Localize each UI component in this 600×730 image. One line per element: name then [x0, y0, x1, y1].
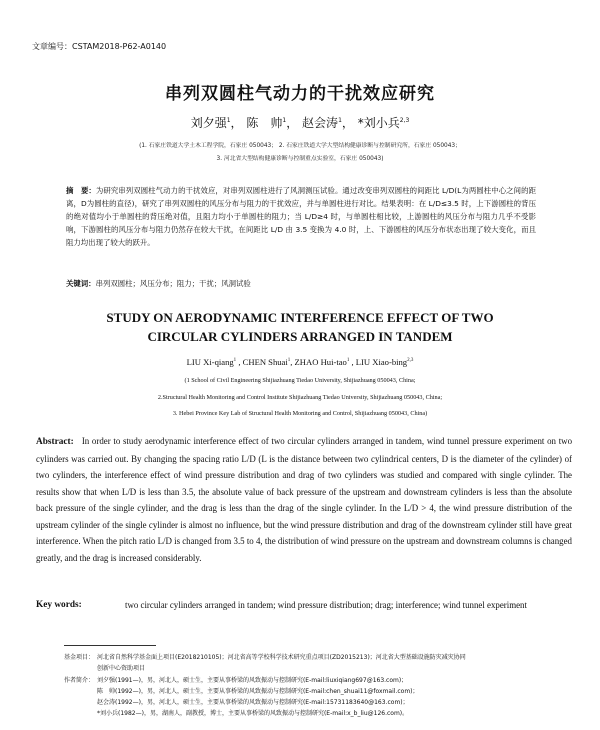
bio-label: 作者简介： — [64, 677, 95, 684]
english-abstract-label: Abstract: — [36, 437, 74, 447]
chinese-keywords-text: 串列双圆柱；风压分布；阻力；干扰；风洞试验 — [95, 279, 251, 288]
fund-text: 河北省自然科学基金面上项目(E2018210105)；河北省高等学校科学技术研究重点项目(ZD2015213)；河北省大型基础设施防灾减灾协同 — [97, 654, 466, 661]
en-author-name: ZHAO Hui-tao — [294, 357, 347, 367]
chinese-affiliation-line: (1. 石家庄铁道大学土木工程学院，石家庄 050043； 2. 石家庄铁道大学大型结构健康诊断与控制研究所，石家庄 050043； — [139, 143, 461, 149]
english-abstract — [36, 433, 572, 566]
cn-author-sup: 1 — [282, 117, 287, 124]
en-author-sup: 1 — [233, 358, 237, 364]
chinese-authors: 刘夕强$^1$， 陈 帅$^1$， 赵会涛$^1$， *刘小兵$^{2,3}$ — [190, 116, 410, 130]
author-bio-footnote — [64, 675, 584, 719]
english-affiliation-line: 2.Structural Health Monitoring and Control Institute Shijiazhuang Tiedao University, Shijiazhuang 050043, China; — [157, 394, 443, 401]
cn-author-name: 陈 帅 — [246, 116, 283, 130]
english-keywords — [36, 597, 572, 613]
cn-author-sup: 1 — [338, 117, 342, 124]
chinese-keywords — [66, 278, 536, 289]
cn-author-name: 赵会涛 — [302, 116, 339, 130]
bio-line: 陈 帅(1992—)，男，河北人，硕士生，主要从事桥梁的风致振动与控制研究(E-mail:chen_shuai11@foxmail.com)； — [97, 688, 419, 695]
en-author-sup: 1 — [287, 358, 291, 364]
chinese-keywords-label: 关键词： — [66, 279, 96, 288]
bio-line: *刘小兵(1982—)，男，湖南人，副教授，博士，主要从事桥梁的风致振动与控制研究(E-mail:x_b_liu@126.com)。 — [97, 710, 409, 717]
chinese-title: 串列双圆柱气动力的干扰效应研究 — [165, 84, 435, 104]
footnote-divider — [64, 645, 156, 646]
en-author-name: LIU Xi-qiang — [186, 357, 234, 367]
chinese-abstract-label: 摘 要： — [66, 186, 96, 195]
en-author-name: LIU Xiao-bing — [355, 357, 408, 367]
fund-text-cont: 创新中心资助项目 — [97, 665, 146, 672]
fund-label: 基金项目： — [64, 654, 95, 661]
en-author-sup: 2,3 — [407, 358, 414, 364]
cn-author-sup: 2,3 — [399, 117, 410, 124]
english-keywords-text: two circular cylinders arranged in tandem; wind pressure distribution; drag; interference; wind tunnel experiment — [125, 600, 527, 610]
english-affiliation-line: 3. Hebei Province Key Lab of Structural Health Monitoring and Control, Shijiazhuang 050043, China) — [172, 410, 428, 417]
cn-author-name: *刘小兵 — [357, 116, 400, 130]
cn-author-sup: 1 — [226, 117, 231, 124]
chinese-abstract — [66, 184, 536, 249]
chinese-abstract-text: 为研究串列双圆柱气动力的干扰效应，对串列双圆柱进行了风洞测压试验。通过改变串列双圆柱的间距比 L/D(L为两圆柱中心之间的距离，D为圆柱的直径)，研究了串列双圆柱的风压分布与阻力的干扰效应，并与单圆柱进行对比。结果表明：在 L/D≤3.5 时，上下游圆柱的背压的绝对值均小于单圆柱的背压绝对值，且阻力均小于单圆柱的阻力；当 L/D≥4 时，与单圆柱相比较，上游圆柱的风压分布与阻力几乎不受影响，下游圆柱的风压分布与阻力仍然存在较大干扰，在间距比 L/D 由 3.5 变换为 4.0 时，上、下游圆柱的风压分布状态出现了较大变化，而且阻力均出现了较大的跃升。 — [66, 186, 536, 247]
english-authors: LIU Xi-qiang$^1$ , CHEN Shuai$^1$, ZHAO Hui-tao$^1$ , LIU Xiao-bing$^{2,3}$ — [186, 357, 414, 367]
chinese-affiliation-line: 3. 河北省大型结构健康诊断与控制重点实验室，石家庄 050043) — [216, 156, 384, 162]
english-affiliation-line: (1 School of Civil Engineering Shijiazhuang Tiedao University, Shijiazhuang 050043, China; — [184, 377, 416, 384]
article-number: 文章编号：CSTAM2018-P62-A0140 — [32, 42, 167, 51]
english-abstract-text: In order to study aerodynamic interference effect of two circular cylinders arranged in tandem, wind tunnel pressure experiment on two cylinders was carried out. By changing the spacing ratio L/D (L is the distance between two cylindrical centers, D is the diameter of the cylinder) of two cylinders, the interference effect of wind pressure distribution and drag of two cylinders was studied and compared with single cylinder. The results show that when L/D is less than 3.5, the absolute value of back pressure of the upstream and downstream cylinders is less than the absolute back pressure of the single cylinder, and the drag is less than the drag of the single cylinder. In the L/D > 4, the wind pressure distribution of the upstream cylinder of the single cylinder is almost no influence, but the wind pressure distribution and drag of the downstream cylinder still have great interference. When the pitch ratio L/D is changed from 3.5 to 4, the distribution of wind pressure on the upstream and downstream columns is changed greatly, and the drag is increased considerably. — [36, 436, 573, 563]
english-keywords-label: Key words: — [36, 600, 82, 610]
bio-line: 赵会涛(1992—)，男，河北人，硕士生，主要从事桥梁的风致振动与控制研究(E-mail:15731183640@163.com)； — [97, 699, 409, 706]
english-title-line: CIRCULAR CYLINDERS ARRANGED IN TANDEM — [147, 329, 453, 344]
english-title — [0, 308, 600, 346]
bio-line: 刘夕强(1991—)，男，河北人，硕士生，主要从事桥梁的风致振动与控制研究(E-mail:liuxiqiang697@163.com)； — [97, 677, 408, 684]
cn-author-name: 刘夕强 — [190, 116, 227, 130]
en-author-sup: 1 — [346, 358, 350, 364]
fund-footnote — [64, 652, 584, 674]
english-title-line: STUDY ON AERODYNAMIC INTERFERENCE EFFECT OF TWO — [106, 310, 494, 325]
en-author-name: CHEN Shuai — [242, 357, 288, 367]
